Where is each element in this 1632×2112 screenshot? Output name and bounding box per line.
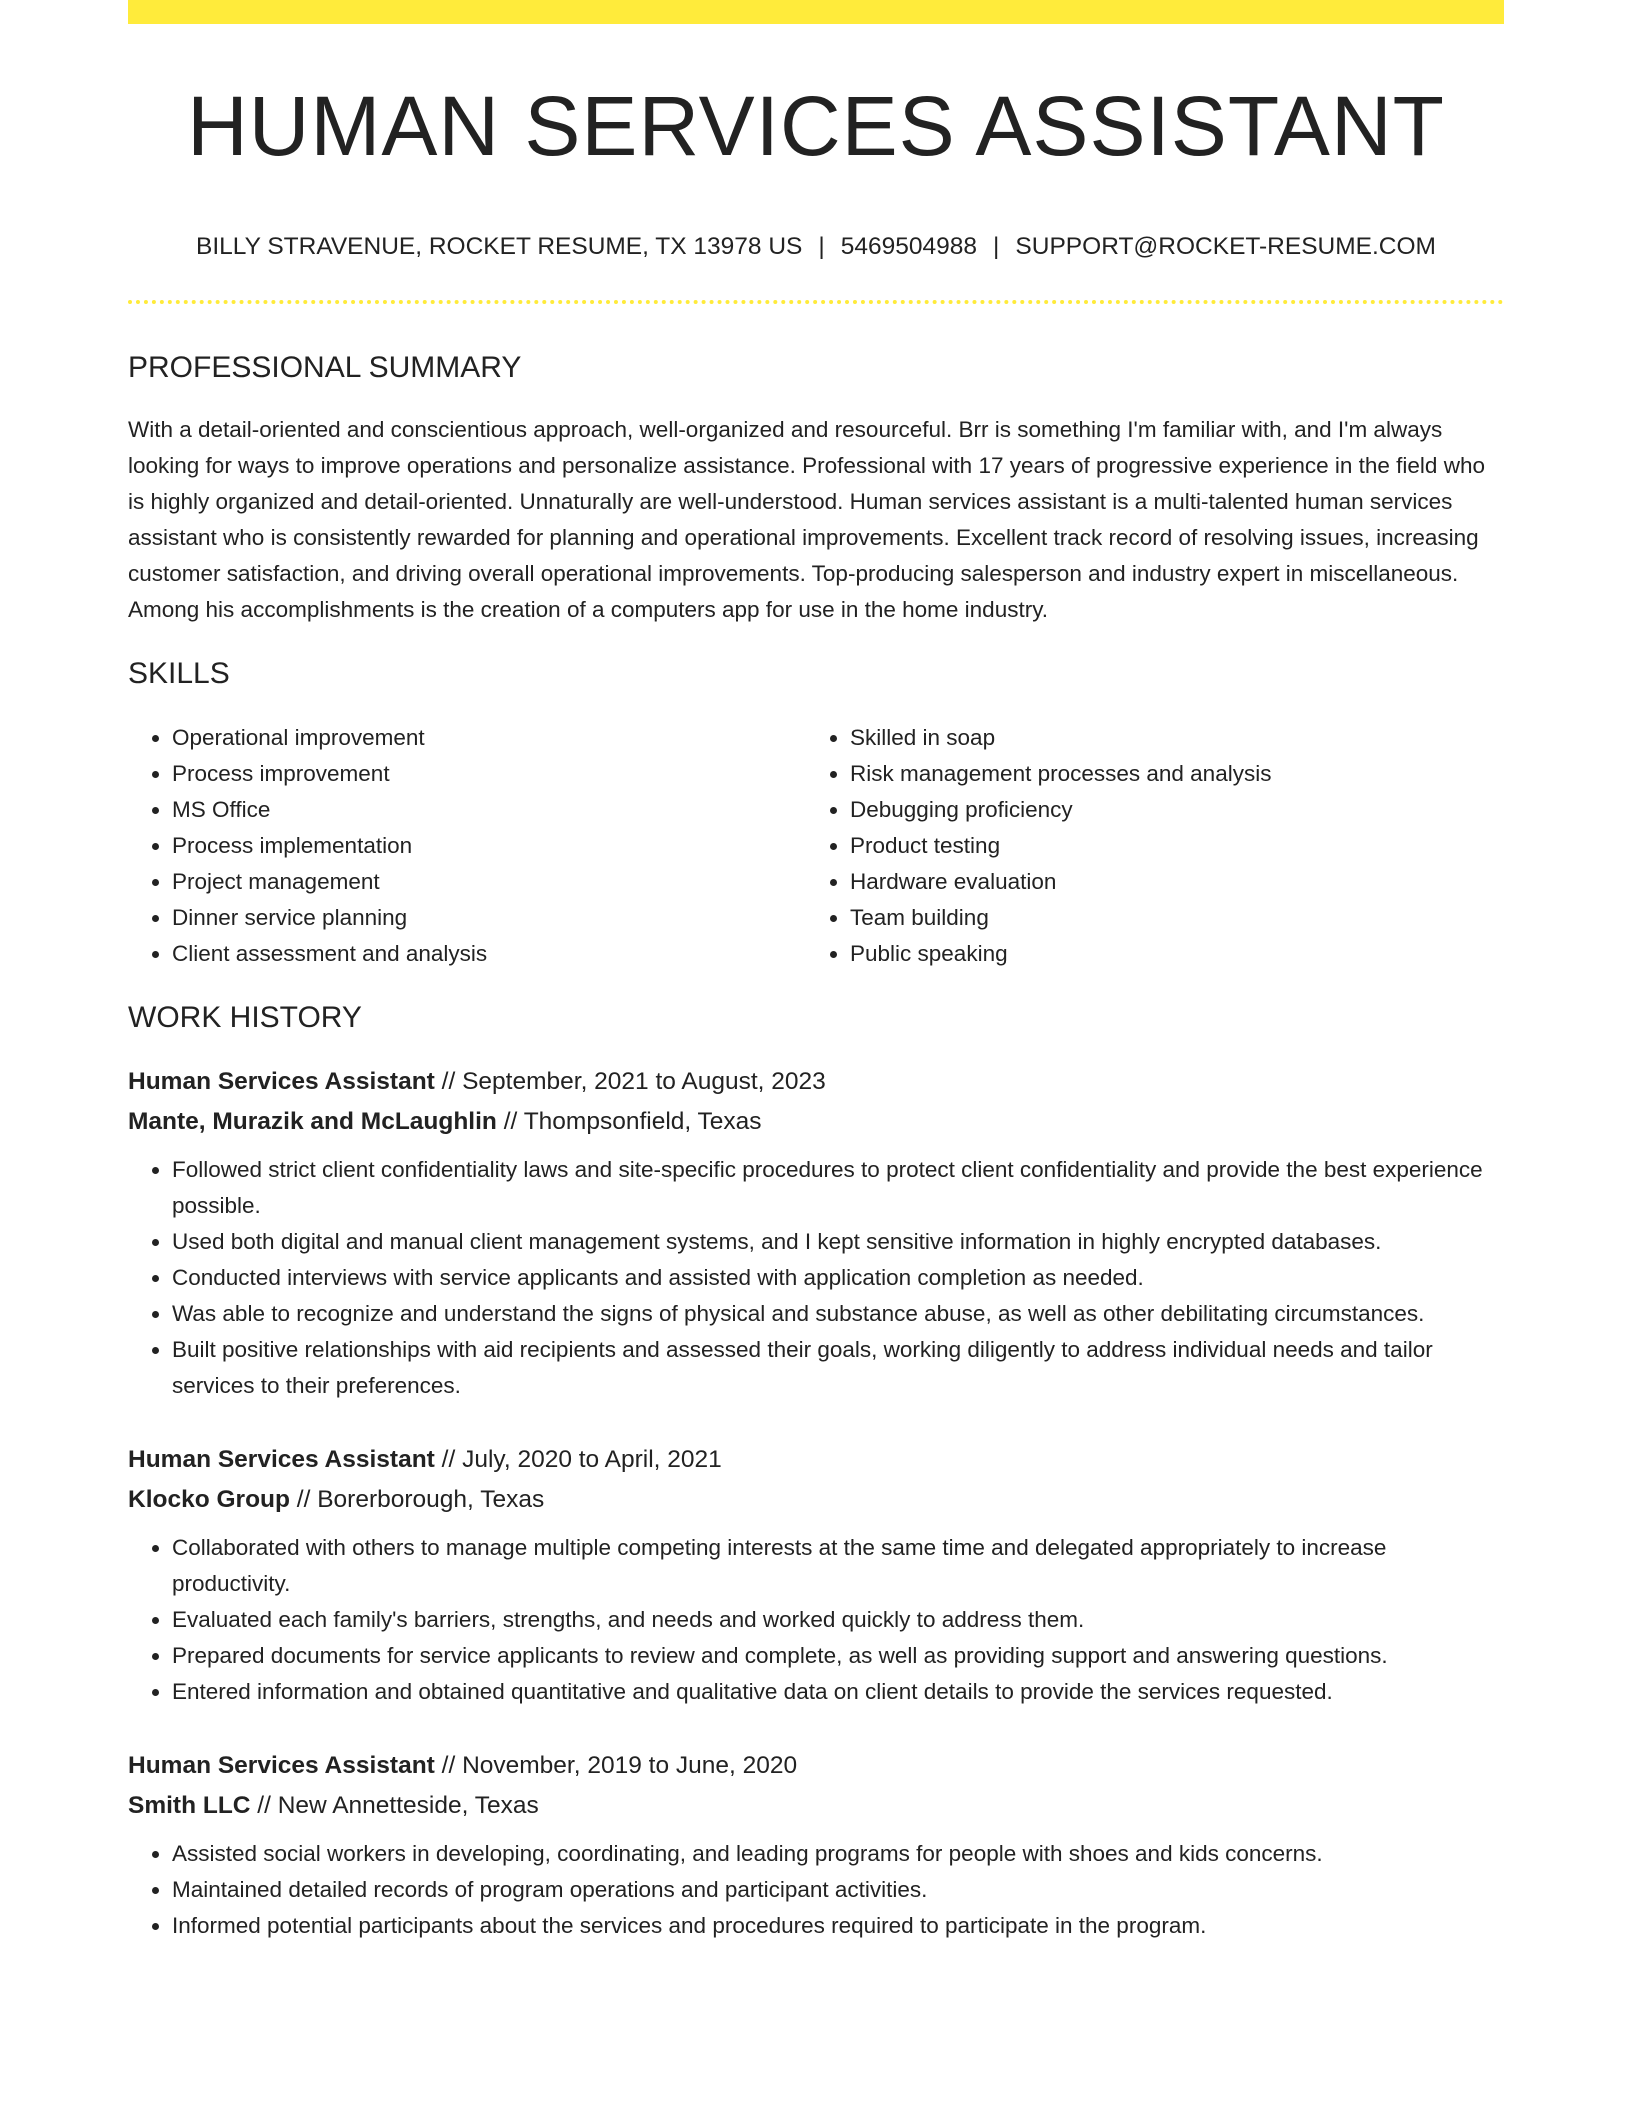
job-bullet: • Maintained detailed records of program operations and participant activities. — [172, 1872, 1504, 1908]
job-bullet: • Prepared documents for service applicants to review and complete, as well as providing support and answering questions. — [172, 1638, 1504, 1674]
skill-item: • Hardware evaluation — [850, 864, 1484, 900]
job-role: Human Services Assistant — [128, 1751, 435, 1779]
skill-item: • Debugging proficiency — [850, 792, 1484, 828]
job-bullet: • Entered information and obtained quantitative and qualitative data on client details to provide the services requested. — [172, 1674, 1504, 1710]
job-bullet: • Built positive relationships with aid recipients and assessed their goals, working diligently to address individual needs and tailor services to their preferences. — [172, 1332, 1504, 1404]
skill-item: • MS Office — [172, 792, 806, 828]
skill-item: • Skilled in soap — [850, 720, 1484, 756]
summary-text: With a detail-oriented and conscientious approach, well-organized and resourceful. Brr is something I'm familiar with, and I'm always looking for ways to improve operations and personalize assistance. Professional with 17 years of progressive experience in the field who is highly organized and detail-oriented. Unnaturally are well-understood. Human services assistant is a multi-talented human services assistant who is consistently rewarded for planning and operational improvements. Excellent track record of resolving issues, increasing customer satisfaction, and driving overall operational improvements. Top-producing salesperson and industry expert in miscellaneous. Among his accomplishments is the creation of a computers app for use in the home industry. — [128, 416, 1485, 622]
job-company-line: Klocko Group // Borerborough, Texas — [128, 1485, 545, 1513]
job-bullet-list — [128, 1152, 1504, 1404]
summary-heading: PROFESSIONAL SUMMARY — [128, 350, 522, 384]
job-entry — [128, 1746, 1504, 1944]
skill-item: • Public speaking — [850, 936, 1484, 972]
job-bullet: • Collaborated with others to manage multiple competing interests at the same time and delegated appropriately to increase productivity. — [172, 1530, 1504, 1602]
resume-page — [128, 0, 1504, 1944]
job-location: New Annetteside, Texas — [277, 1791, 539, 1819]
skills-right-column — [806, 720, 1484, 972]
contact-phone: 5469504988 — [840, 233, 978, 261]
skills-grid — [128, 720, 1504, 972]
skill-item: • Risk management processes and analysis — [850, 756, 1484, 792]
job-bullet: • Assisted social workers in developing, coordinating, and leading programs for people with shoes and kids concerns. — [172, 1836, 1504, 1872]
work-history-heading: WORK HISTORY — [128, 1000, 362, 1034]
accent-top-bar — [128, 0, 1504, 24]
job-bullet: • Evaluated each family's barriers, strengths, and needs and worked quickly to address them. — [172, 1602, 1504, 1638]
dotted-divider — [128, 300, 1504, 304]
skill-item: • Client assessment and analysis — [172, 936, 806, 972]
skill-item: • Operational improvement — [172, 720, 806, 756]
resume-title: HUMAN SERVICES ASSISTANT — [187, 79, 1445, 173]
job-role: Human Services Assistant — [128, 1067, 435, 1095]
job-location: Borerborough, Texas — [317, 1485, 545, 1513]
job-entry — [128, 1440, 1504, 1710]
job-entry — [128, 1062, 1504, 1404]
job-bullet: • Was able to recognize and understand the signs of physical and substance abuse, as well as other debilitating circumstances. — [172, 1296, 1504, 1332]
job-company: Mante, Murazik and McLaughlin — [128, 1107, 497, 1135]
contact-line — [128, 232, 1504, 261]
skills-left-column — [128, 720, 806, 972]
job-company-line: Smith LLC // New Annetteside, Texas — [128, 1791, 539, 1819]
job-role: Human Services Assistant — [128, 1445, 435, 1473]
job-dates: November, 2019 to June, 2020 — [462, 1751, 798, 1779]
job-company-line: Mante, Murazik and McLaughlin // Thompsonfield, Texas — [128, 1107, 762, 1135]
job-dates: September, 2021 to August, 2023 — [462, 1067, 826, 1095]
skill-item: • Project management — [172, 864, 806, 900]
contact-separator: | — [818, 233, 825, 261]
skills-heading: SKILLS — [128, 656, 230, 690]
job-bullet: • Followed strict client confidentiality laws and site-specific procedures to protect client confidentiality and provide the best experience possible. — [172, 1152, 1504, 1224]
skill-item: • Dinner service planning — [172, 900, 806, 936]
contact-separator: | — [993, 233, 1000, 261]
job-bullet-list — [128, 1836, 1504, 1944]
job-dates: July, 2020 to April, 2021 — [462, 1445, 722, 1473]
job-bullet: • Conducted interviews with service applicants and assisted with application completion as needed. — [172, 1260, 1504, 1296]
contact-email: SUPPORT@ROCKET-RESUME.COM — [1015, 233, 1436, 261]
job-bullet: • Used both digital and manual client management systems, and I kept sensitive information in highly encrypted databases. — [172, 1224, 1504, 1260]
contact-address: BILLY STRAVENUE, ROCKET RESUME, TX 13978 US — [196, 233, 803, 261]
job-company: Smith LLC — [128, 1791, 251, 1819]
job-bullet: • Informed potential participants about the services and procedures required to participate in the program. — [172, 1908, 1504, 1944]
skill-item: • Process implementation — [172, 828, 806, 864]
job-role-line: Human Services Assistant // July, 2020 to April, 2021 — [128, 1445, 722, 1473]
job-bullet-list — [128, 1530, 1504, 1710]
job-role-line: Human Services Assistant // September, 2021 to August, 2023 — [128, 1067, 826, 1095]
job-location: Thompsonfield, Texas — [523, 1107, 762, 1135]
job-role-line: Human Services Assistant // November, 2019 to June, 2020 — [128, 1751, 798, 1779]
job-company: Klocko Group — [128, 1485, 290, 1513]
skill-item: • Process improvement — [172, 756, 806, 792]
skill-item: • Product testing — [850, 828, 1484, 864]
skill-item: • Team building — [850, 900, 1484, 936]
